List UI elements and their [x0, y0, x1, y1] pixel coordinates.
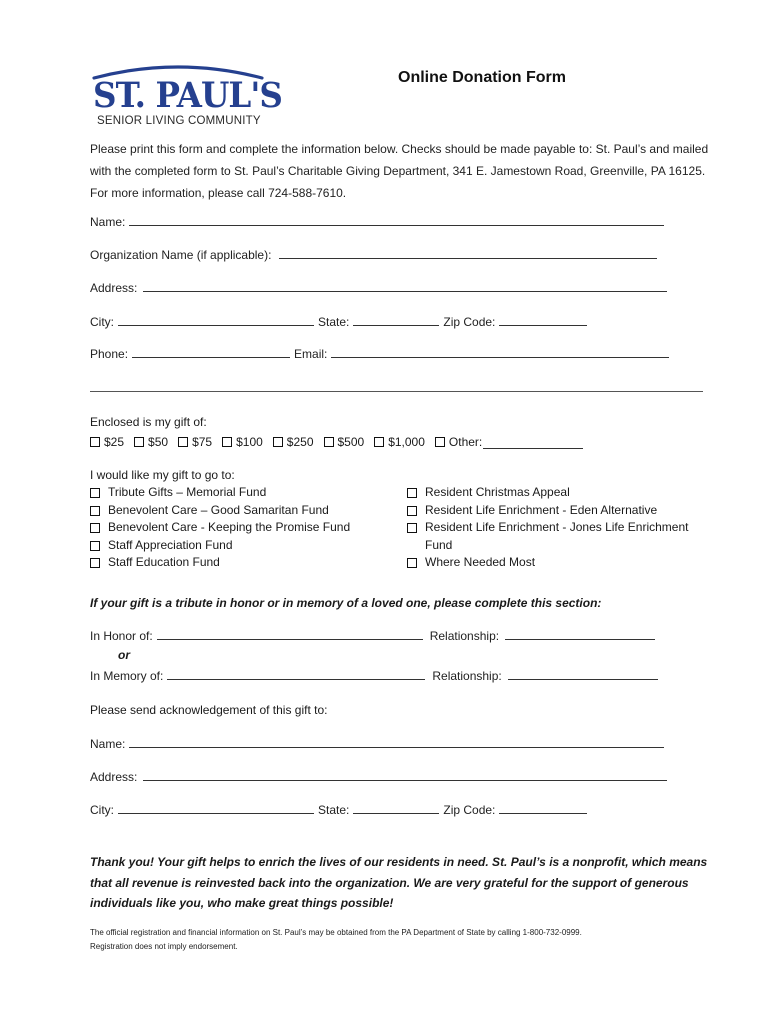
memory-relationship-field[interactable]: [508, 667, 658, 680]
ack-address-row: [90, 768, 671, 784]
fund-option[interactable]: Resident Life Enrichment - Eden Alternative: [407, 502, 707, 520]
donor-address-field[interactable]: [143, 279, 667, 292]
donor-address-row: [90, 279, 671, 295]
ack-state-label: State:: [318, 803, 350, 817]
fund-option[interactable]: Benevolent Care – Good Samaritan Fund: [90, 502, 350, 520]
gift-amount-options: [90, 435, 597, 449]
donor-org-field[interactable]: [279, 246, 657, 259]
checkbox-icon[interactable]: [90, 523, 100, 533]
gift-amount-other[interactable]: Other:: [435, 435, 587, 449]
ack-state-field[interactable]: [353, 801, 439, 814]
checkbox-icon[interactable]: [90, 558, 100, 568]
checkbox-icon[interactable]: [407, 506, 417, 516]
donor-phone-label: Phone:: [90, 347, 129, 361]
checkbox-icon[interactable]: [178, 437, 188, 447]
checkbox-icon[interactable]: [90, 506, 100, 516]
honor-row: [90, 627, 659, 643]
ack-address-label: Address:: [90, 770, 138, 784]
honor-relationship-field[interactable]: [505, 627, 655, 640]
donor-city-label: City:: [90, 315, 114, 329]
checkbox-icon[interactable]: [90, 488, 100, 498]
gift-other-field[interactable]: [483, 436, 583, 449]
ack-city-row: [90, 801, 591, 817]
memory-field[interactable]: [167, 667, 425, 680]
or-label: or: [118, 648, 130, 662]
checkbox-icon[interactable]: [435, 437, 445, 447]
checkbox-icon[interactable]: [90, 541, 100, 551]
ack-city-label: City:: [90, 803, 114, 817]
fund-option[interactable]: Resident Life Enrichment - Jones Life Enrichment Fund: [407, 519, 707, 554]
logo-subtitle: SENIOR LIVING COMMUNITY: [97, 115, 261, 127]
gift-amount-1000[interactable]: $1,000: [374, 435, 425, 449]
checkbox-icon[interactable]: [222, 437, 232, 447]
gift-amount-100[interactable]: $100: [222, 435, 263, 449]
donor-name-field[interactable]: [129, 213, 664, 226]
ack-name-label: Name:: [90, 737, 126, 751]
donor-phone-row: [90, 345, 673, 361]
donor-state-label: State:: [318, 315, 350, 329]
donor-phone-field[interactable]: [132, 345, 290, 358]
ack-zip-field[interactable]: [499, 801, 587, 814]
donor-org-row: [90, 246, 661, 262]
donor-email-field[interactable]: [331, 345, 669, 358]
ack-zip-label: Zip Code:: [443, 803, 496, 817]
checkbox-icon[interactable]: [273, 437, 283, 447]
memory-row: [90, 667, 662, 683]
checkbox-icon[interactable]: [324, 437, 334, 447]
thank-you-message: Thank you! Your gift helps to enrich the lives of our residents in need. St. Paul’s is a nonprofit, which means that all revenue is reinvested back into the organization. We are very grateful for the support of generous individuals like you, who make great things possible!: [90, 855, 708, 910]
gift-amount-500[interactable]: $500: [324, 435, 365, 449]
ack-name-row: [90, 735, 668, 751]
fund-selection-label: I would like my gift to go to:: [90, 468, 235, 482]
fund-option[interactable]: Staff Education Fund: [90, 554, 350, 572]
checkbox-icon[interactable]: [407, 488, 417, 498]
donor-zip-label: Zip Code:: [443, 315, 496, 329]
fund-list-left: [90, 484, 350, 572]
donor-address-label: Address:: [90, 281, 138, 295]
fund-option[interactable]: Tribute Gifts – Memorial Fund: [90, 484, 350, 502]
donor-city-field[interactable]: [118, 313, 314, 326]
disclaimer-line-1: The official registration and financial information on St. Paul’s may be obtained from the PA Department of State by calling 1-800-732-0999.: [90, 928, 582, 937]
fund-option[interactable]: Staff Appreciation Fund: [90, 537, 350, 555]
checkbox-icon[interactable]: [407, 558, 417, 568]
intro-paragraph: Please print this form and complete the information below. Checks should be made payable to: St. Paul’s and mailed with the completed form to St. Paul’s Charitable Giving Department, 341 E. Jamestown Road, Greenville, PA 16125. For more information, please call 724-588-7610.: [90, 142, 709, 200]
ack-city-field[interactable]: [118, 801, 314, 814]
donor-city-row: [90, 313, 591, 329]
disclaimer-line-2: Registration does not imply endorsement.: [90, 942, 238, 951]
gift-amount-label: Enclosed is my gift of:: [90, 415, 207, 429]
donor-org-label: Organization Name (if applicable):: [90, 248, 272, 262]
fund-option[interactable]: Resident Christmas Appeal: [407, 484, 707, 502]
memory-relationship-label: Relationship:: [432, 669, 502, 683]
donor-email-label: Email:: [294, 347, 328, 361]
tribute-heading: If your gift is a tribute in honor or in memory of a loved one, please complete this section:: [90, 596, 602, 610]
gift-amount-250[interactable]: $250: [273, 435, 314, 449]
gift-amount-50[interactable]: $50: [134, 435, 168, 449]
section-divider: [90, 391, 703, 392]
ack-address-field[interactable]: [143, 768, 667, 781]
fund-list-right: [407, 484, 707, 572]
gift-amount-25[interactable]: $25: [90, 435, 124, 449]
honor-relationship-label: Relationship:: [429, 629, 500, 643]
st-pauls-logo: [90, 62, 283, 132]
logo-wordmark: ST. PAUL'S: [93, 75, 283, 116]
checkbox-icon[interactable]: [407, 523, 417, 533]
acknowledgement-label: Please send acknowledgement of this gift to:: [90, 703, 328, 717]
ack-name-field[interactable]: [129, 735, 664, 748]
checkbox-icon[interactable]: [90, 437, 100, 447]
donor-name-row: [90, 213, 668, 229]
form-title: Online Donation Form: [398, 69, 566, 86]
honor-label: In Honor of:: [90, 629, 153, 643]
memory-label: In Memory of:: [90, 669, 164, 683]
fund-option[interactable]: Where Needed Most: [407, 554, 707, 572]
checkbox-icon[interactable]: [374, 437, 384, 447]
donor-name-label: Name:: [90, 215, 126, 229]
honor-field[interactable]: [157, 627, 423, 640]
checkbox-icon[interactable]: [134, 437, 144, 447]
gift-amount-75[interactable]: $75: [178, 435, 212, 449]
fund-option[interactable]: Benevolent Care - Keeping the Promise Fund: [90, 519, 350, 537]
donor-zip-field[interactable]: [499, 313, 587, 326]
registration-disclaimer: [90, 926, 710, 954]
donor-state-field[interactable]: [353, 313, 439, 326]
